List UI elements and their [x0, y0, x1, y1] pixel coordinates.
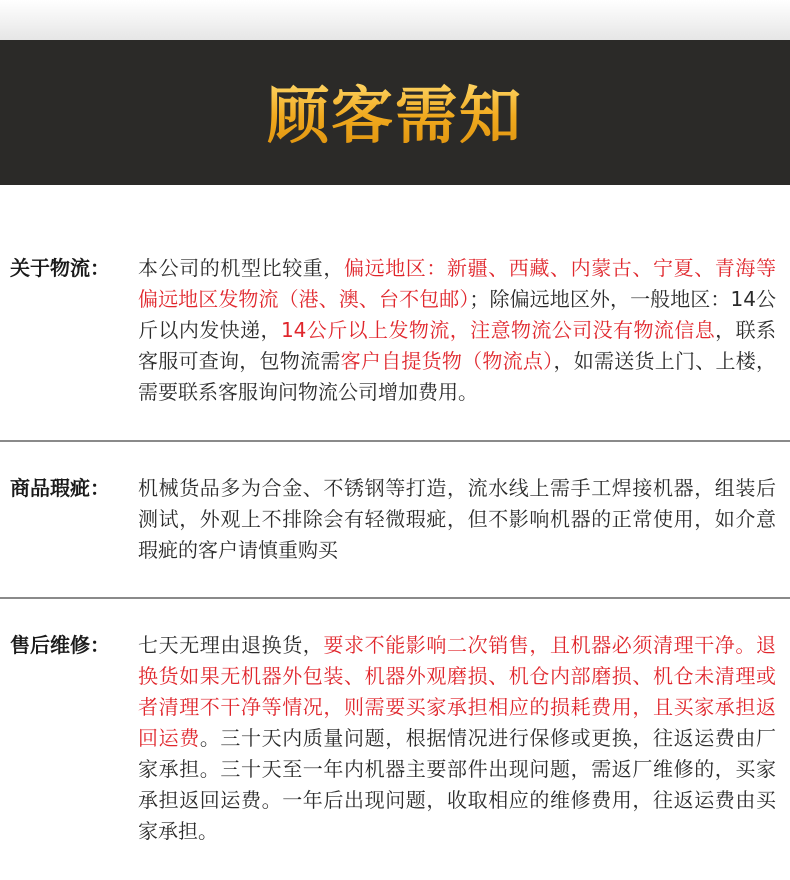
highlight-segment: 偏远地区：新疆、西藏、内蒙古、宁夏、青海等偏远地区发物流（港、澳、台不包邮）	[138, 256, 776, 311]
after-sales-label: 售后维修：	[10, 633, 110, 657]
after-sales-section	[0, 599, 790, 867]
text-segment: 。三十天内质量问题，根据情况进行保修或更换，往返运费由厂家承担。三十天至一年内机器主要部件出现问题，需返厂维修的，买家承担返回运费。一年后出现问题，收取相应的维修费用，往返运费由买家承担。	[138, 726, 777, 843]
banner	[0, 40, 790, 185]
defects-label: 商品瑕疵：	[10, 476, 110, 500]
text-segment: ，如需送货上门、上楼，需要联系客服询问物流公司增加费用。	[138, 349, 777, 404]
defects-text	[138, 473, 776, 566]
logistics-section	[0, 185, 790, 440]
highlight-segment: 客户自提货物（物流点）	[340, 349, 554, 373]
after-sales-text	[138, 630, 776, 847]
text-segment: ；除偏远地区外，一般地区：14公斤以内发快递，	[138, 287, 777, 342]
logistics-label: 关于物流：	[10, 256, 110, 280]
text-segment: ，联系客服可查询，包物流需	[138, 318, 777, 373]
notice-content	[0, 185, 790, 867]
logistics-text	[138, 253, 776, 408]
top-strip	[0, 0, 790, 40]
page-title: 顾客需知	[266, 78, 523, 152]
text-segment: 机械货品多为合金、不锈钢等打造，流水线上需手工焊接机器，组装后测试，外观上不排除会有轻微瑕疵，但不影响机器的正常使用，如介意瑕疵的客户请慎重购买	[138, 476, 776, 562]
defects-section	[0, 442, 790, 597]
text-segment: 七天无理由退换货，	[138, 633, 324, 657]
text-segment: 本公司的机型比较重，	[138, 256, 344, 280]
highlight-segment: 14公斤以上发物流，注意物流公司没有物流信息	[280, 318, 716, 342]
highlight-segment: 要求不能影响二次销售，且机器必须清理干净。退换货如果无机器外包装、机器外观磨损、机仓内部磨损、机仓未清理或者清理不干净等情况，则需要买家承担相应的损耗费用，且买家承担返回运费	[138, 633, 777, 750]
